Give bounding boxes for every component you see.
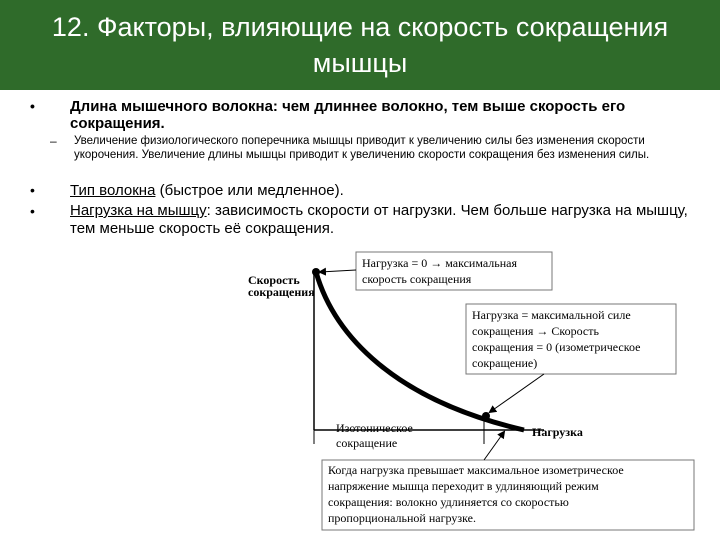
callout-right-arrow <box>490 374 544 412</box>
isotonic-label-1: Изотоническое <box>336 421 413 435</box>
title-bar <box>0 0 720 90</box>
bullet-text: Длина мышечного волокна: чем длиннее волокно, тем выше скорость его сокращения. <box>70 98 626 132</box>
bullet-label: Нагрузка на мышцу <box>70 202 207 219</box>
x-axis-label: Нагрузка <box>532 425 583 439</box>
callout-bottom-line4: пропорциональной нагрузке. <box>328 511 476 525</box>
callout-right-line2: сокращения → Скорость <box>472 324 599 338</box>
callout-bottom-line3: сокращения: волокно удлиняется со скоростью <box>328 495 569 509</box>
max-velocity-point <box>312 268 320 276</box>
bullet-rest: (быстрое или медленное). <box>155 182 344 199</box>
y-axis-label-2: сокращения <box>248 285 315 299</box>
bullet-dot: • <box>30 182 35 198</box>
isotonic-label-2: сокращение <box>336 436 398 450</box>
bullet-rest: : зависимость скорости от нагрузки. Чем больше нагрузка на мышцу, тем меньше скорость её сокращения. <box>70 202 688 237</box>
callout-bottom-arrow <box>484 432 504 460</box>
sub-bullet-cross-section <box>50 134 674 162</box>
y-axis-label-1: Скорость <box>248 273 300 287</box>
bullet-dot: • <box>30 98 35 114</box>
bullet-label: Тип волокна <box>70 182 156 199</box>
force-velocity-diagram <box>244 240 720 540</box>
callout-right-line3: сокращения = 0 (изометрическое <box>472 340 641 354</box>
isometric-point <box>482 412 490 420</box>
force-velocity-figure <box>244 240 720 540</box>
bullet-dot: • <box>30 203 35 219</box>
callout-top-arrow <box>320 270 356 272</box>
callout-bottom-line1: Когда нагрузка превышает максимальное изометрическое <box>328 463 624 477</box>
callout-right-line4: сокращение) <box>472 356 538 370</box>
slide-title: 12. Факторы, влияющие на скорость сокращения мышцы <box>51 12 669 78</box>
callout-bottom-line2: напряжение мышца переходит в удлиняющий режим <box>328 479 599 493</box>
callout-top-line2: скорость сокращения <box>362 272 472 286</box>
sub-bullet-text: Увеличение физиологического поперечника мышцы приводит к увеличению силы без изменения скорости укорочения. Увеличение длины мышцы приводит к увеличению скорости сокращения без изменения силы. <box>74 135 650 161</box>
bullet-text <box>70 202 690 238</box>
sub-bullet-dash: – <box>50 134 57 148</box>
callout-top-line1: Нагрузка = 0 → максимальная <box>362 256 518 270</box>
callout-right-line1: Нагрузка = максимальной силе <box>472 308 631 322</box>
bullet-text <box>70 182 344 199</box>
